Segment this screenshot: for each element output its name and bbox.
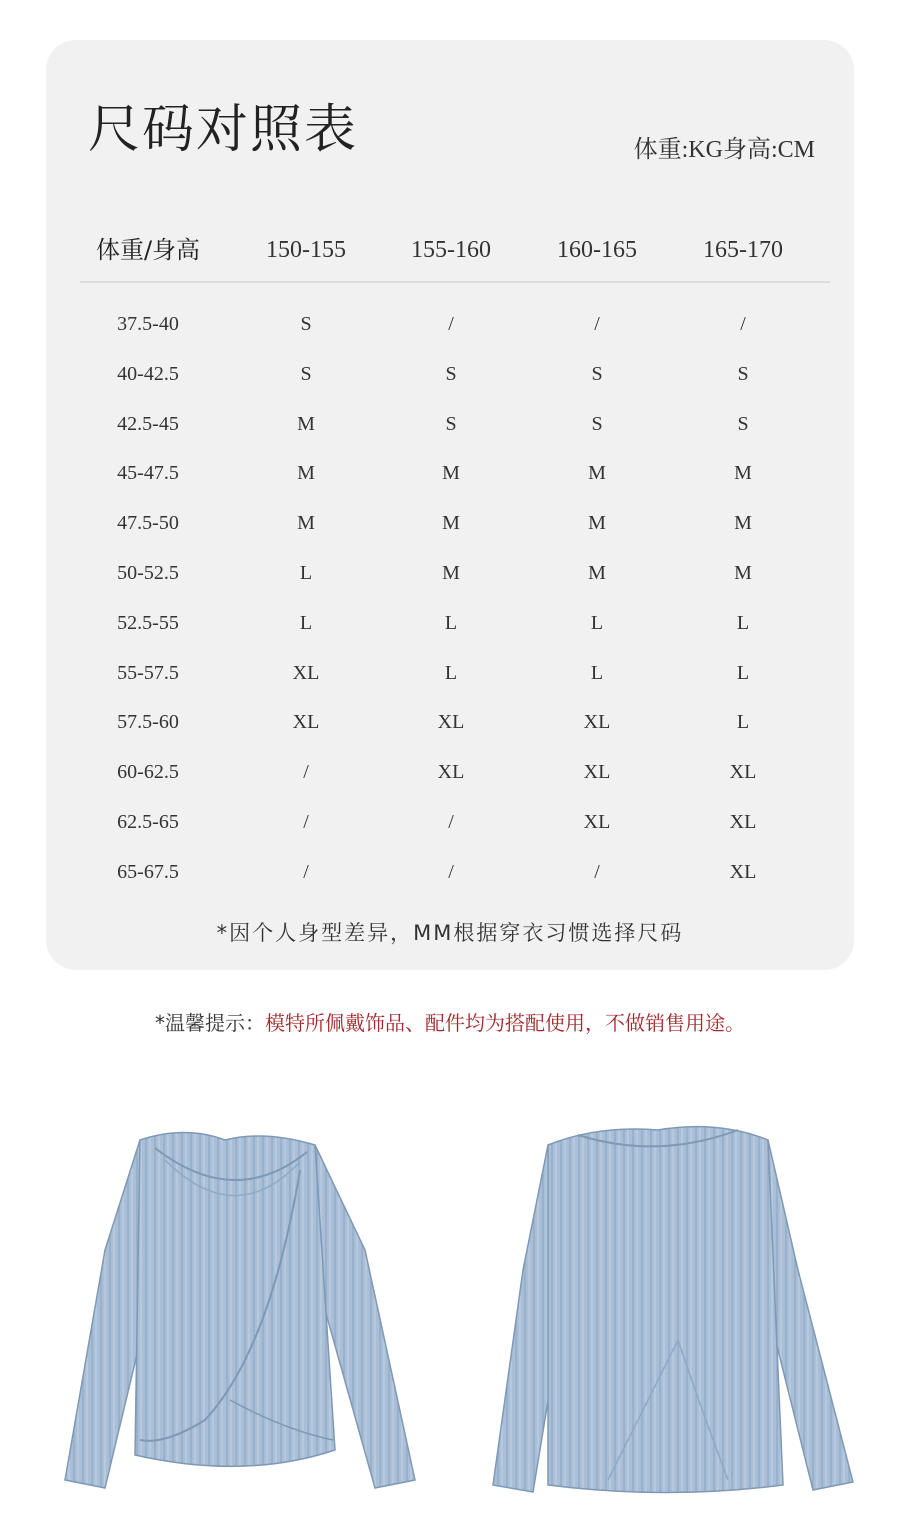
size-cell: M [442, 462, 460, 485]
size-cell: XL [437, 761, 465, 784]
size-cell: S [300, 362, 312, 385]
weight-cell: 52.5-55 [117, 611, 179, 634]
size-cell: XL [292, 711, 320, 734]
size-cell: L [444, 661, 458, 684]
tip [0, 1008, 900, 1038]
size-cell: XL [729, 810, 757, 833]
corner-header: 体重/身高 [95, 236, 201, 264]
table-row [0, 653, 900, 703]
table-row [0, 354, 900, 404]
size-cell: / [303, 860, 309, 883]
size-cell: M [297, 412, 315, 435]
size-cell: M [442, 561, 460, 584]
product-photo-front [45, 1100, 425, 1510]
table-row [0, 802, 900, 852]
size-cell: S [445, 412, 457, 435]
size-cell: M [588, 462, 606, 485]
size-cell: XL [583, 810, 611, 833]
size-cell: L [736, 611, 750, 634]
weight-cell: 47.5-50 [117, 512, 179, 535]
table-header [0, 230, 900, 270]
table-row [0, 702, 900, 752]
size-cell: / [594, 313, 600, 335]
size-cell: M [734, 512, 752, 535]
size-cell: L [299, 561, 313, 584]
weight-cell: 55-57.5 [117, 661, 179, 684]
size-cell: L [590, 611, 604, 634]
table-row [0, 603, 900, 653]
size-cell: L [736, 661, 750, 684]
size-cell: L [444, 611, 458, 634]
weight-cell: 37.5-40 [117, 313, 179, 335]
shirt-front-image [45, 1100, 425, 1510]
table-row [0, 503, 900, 553]
size-cell: M [588, 561, 606, 584]
weight-cell: 42.5-45 [117, 412, 179, 435]
size-cell: / [303, 761, 309, 784]
size-cell: / [594, 860, 600, 883]
weight-cell: 40-42.5 [117, 362, 179, 385]
size-cell: / [448, 810, 454, 833]
weight-cell: 57.5-60 [117, 711, 179, 734]
table-row [0, 752, 900, 802]
size-cell: S [591, 412, 603, 435]
size-cell: XL [583, 761, 611, 784]
size-cell: L [736, 711, 750, 734]
table-body [0, 304, 900, 902]
weight-cell: 65-67.5 [117, 860, 179, 883]
shirt-back-image [478, 1100, 858, 1510]
size-cell: M [588, 512, 606, 535]
size-cell: XL [583, 711, 611, 734]
size-cell: / [448, 313, 454, 335]
column-header: 150-155 [266, 237, 346, 263]
table-row [0, 304, 900, 354]
size-cell: S [737, 362, 749, 385]
size-cell: XL [729, 761, 757, 784]
header-divider [80, 281, 830, 283]
table-row [0, 852, 900, 902]
size-cell: L [299, 611, 313, 634]
table-row [0, 453, 900, 503]
units-label: 体重:KG身高:CM [633, 137, 815, 163]
size-cell: L [590, 661, 604, 684]
chart-title: 尺码对照表 [88, 100, 359, 160]
column-header: 165-170 [703, 237, 783, 263]
size-cell: M [734, 462, 752, 485]
size-cell: XL [729, 860, 757, 883]
size-cell: / [448, 860, 454, 883]
table-row [0, 553, 900, 603]
size-cell: M [297, 462, 315, 485]
fit-note: *因个人身型差异，MM根据穿衣习惯选择尺码 [216, 921, 684, 945]
tip-text: 模特所佩戴饰品、配件均为搭配使用，不做销售用途。 [265, 1011, 745, 1035]
size-cell: / [740, 313, 746, 335]
weight-cell: 60-62.5 [117, 761, 179, 784]
size-cell: XL [437, 711, 465, 734]
size-cell: M [297, 512, 315, 535]
size-cell: S [737, 412, 749, 435]
tip-label: *温馨提示： [155, 1011, 265, 1035]
size-cell: M [734, 561, 752, 584]
size-cell: S [591, 362, 603, 385]
weight-cell: 50-52.5 [117, 561, 179, 584]
size-cell: / [303, 810, 309, 833]
column-header: 155-160 [411, 237, 491, 263]
size-cell: S [300, 313, 312, 335]
size-cell: S [445, 362, 457, 385]
column-header: 160-165 [557, 237, 637, 263]
product-photo-back [478, 1100, 858, 1510]
size-cell: M [442, 512, 460, 535]
size-cell: XL [292, 661, 320, 684]
table-row [0, 404, 900, 454]
weight-cell: 62.5-65 [117, 810, 179, 833]
weight-cell: 45-47.5 [117, 462, 179, 485]
